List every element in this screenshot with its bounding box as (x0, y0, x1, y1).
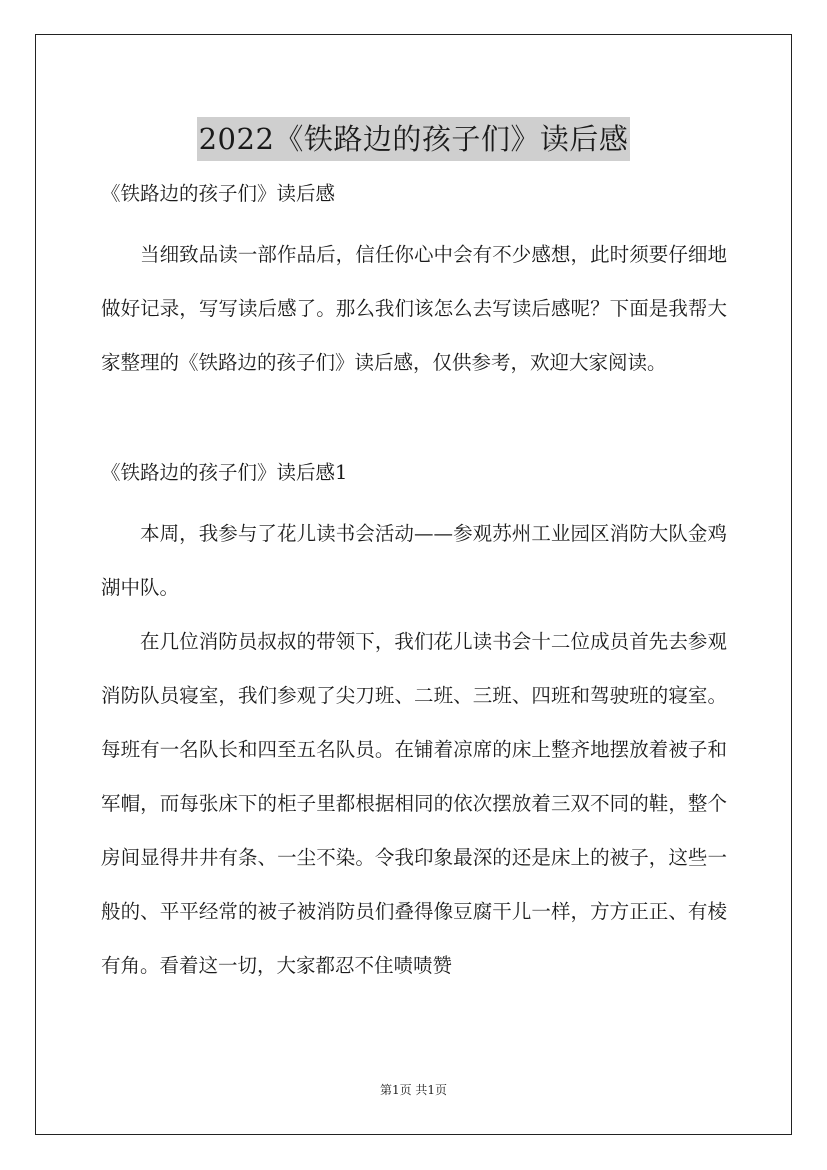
section-heading: 《铁路边的孩子们》读后感 (101, 182, 336, 205)
title-container (0, 98, 827, 181)
body-paragraph: 本周，我参与了花儿读书会活动——参观苏州工业园区消防大队金鸡湖中队。 (101, 522, 727, 599)
intro-paragraph: 当细致品读一部作品后，信任你心中会有不少感想，此时须要仔细地做好记录，写写读后感了。那么我们该怎么去写读后感呢？下面是我帮大家整理的《铁路边的孩子们》读后感，仅供参考，欢迎大家阅读。 (101, 243, 727, 374)
spacer (101, 493, 727, 507)
body-paragraph: 在几位消防员叔叔的带领下，我们花儿读书会十二位成员首先去参观消防队员寝室，我们参观了尖刀班、二班、三班、四班和驾驶班的寝室。每班有一名队长和四至五名队员。在铺着凉席的床上整齐地摆放着被子和军帽，而每张床下的柜子里都根据相同的依次摆放着三双不同的鞋，整个房间显得井井有条、一尘不染。令我印象最深的还是床上的被子，这些一般的、平平经常的被子被消防员们叠得像豆腐干儿一样，方方正正、有棱有角。看着这一切，大家都忍不住啧啧赞 (101, 630, 727, 977)
spacer (101, 214, 727, 228)
document-body (101, 174, 727, 993)
page-footer: 第1页 共1页 (379, 1083, 448, 1097)
document-title: 2022《铁路边的孩子们》读后感 (197, 117, 631, 161)
spacer (101, 390, 727, 453)
article-heading: 《铁路边的孩子们》读后感1 (101, 461, 348, 484)
